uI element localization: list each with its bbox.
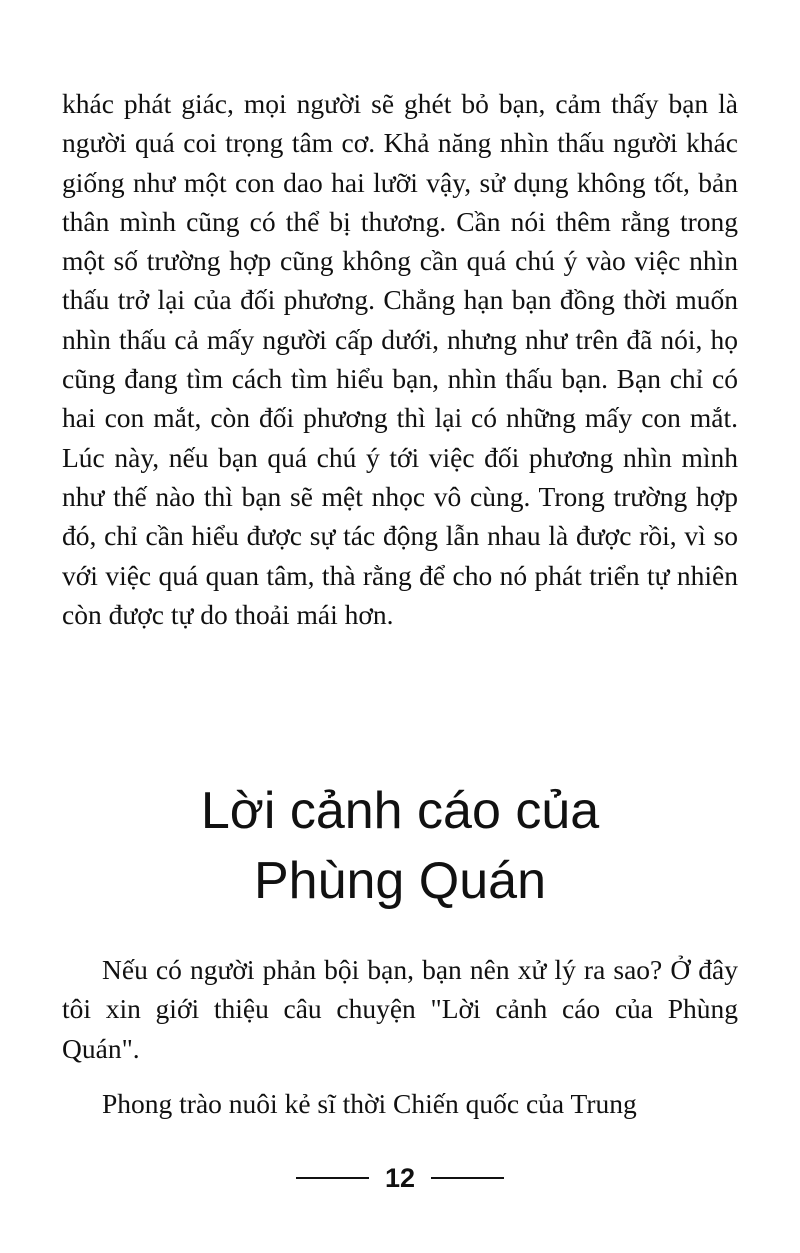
section-title-line-1: Lời cảnh cáo của bbox=[200, 782, 600, 840]
body-paragraph-1: khác phát giác, mọi người sẽ ghét bỏ bạn, cảm thấy bạn là người quá coi trọng tâm cơ. Khả năng nhìn thấu người khác giống như một con dao hai lưỡi vậy, sử dụng không tốt, bản thân mình cũng có thể bị thương. Cần nói thêm rằng trong một số trường hợp cũng không cần quá chú ý vào việc nhìn thấu trở lại của đối phương. Chẳng hạn bạn đồng thời muốn nhìn thấu cả mấy người cấp dưới, nhưng như trên đã nói, họ cũng đang tìm cách tìm hiểu bạn, nhìn thấu bạn. Bạn chỉ có hai con mắt, còn đối phương thì lại có những mấy con mắt. Lúc này, nếu bạn quá chú ý tới việc đối phương nhìn mình như thế nào thì bạn sẽ mệt nhọc vô cùng. Trong trường hợp đó, chỉ cần hiểu được sự tác động lẫn nhau là được rồi, vì so với việc quá quan tâm, thà rằng để cho nó phát triển tự nhiên còn được tự do thoải mái hơn. bbox=[62, 88, 738, 630]
footer-rule-right bbox=[431, 1177, 504, 1179]
footer-rule-left bbox=[296, 1177, 369, 1179]
body-paragraph-2: Nếu có người phản bội bạn, bạn nên xử lý ra sao? Ở đây tôi xin giới thiệu câu chuyện "Lời cảnh cáo của Phùng Quán". bbox=[62, 954, 738, 1064]
page-footer bbox=[0, 1158, 800, 1198]
section-title-line-2: Phùng Quán bbox=[253, 852, 547, 910]
section-title bbox=[0, 776, 800, 916]
body-paragraph-3: Phong trào nuôi kẻ sĩ thời Chiến quốc của Trung bbox=[102, 1088, 637, 1119]
page-number: 12 bbox=[384, 1162, 416, 1193]
